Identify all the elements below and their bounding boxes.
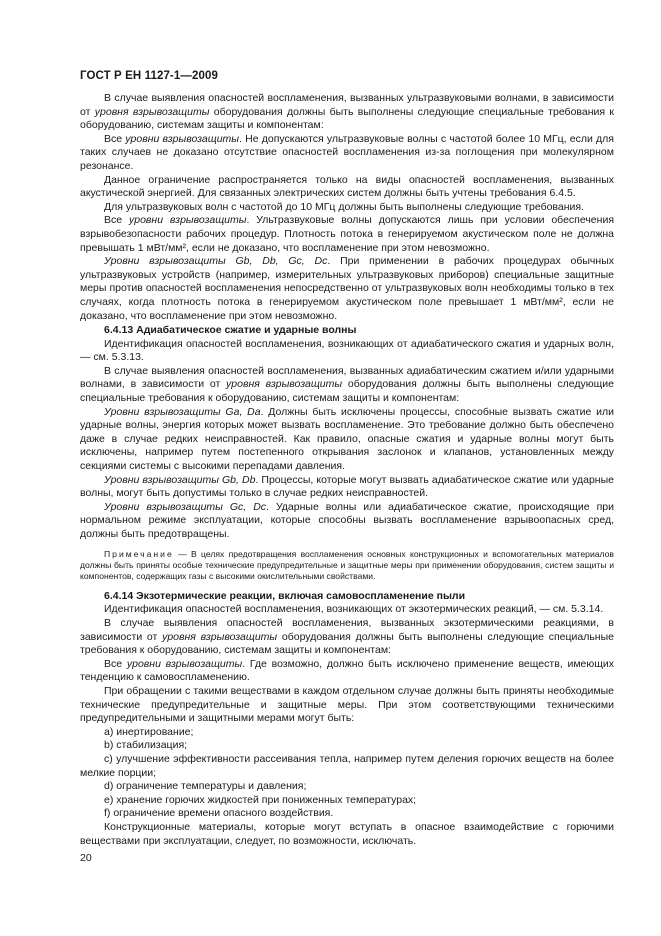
paragraph: [80, 92, 614, 133]
paragraph: [80, 753, 614, 780]
text-run: Данное ограничение распространяется только на виды опасностей воспламенения, вызванных акустической энергией. Для связанных электрических систем должны быть учтены требования 6.4.5.: [80, 173, 614, 200]
text-run: — В целях предотвращения воспламенения основных конструкционных и вспомогательных материалов должны быть приняты особые технические предупредительные и защитные меры при применении оборудования, систем защиты и компонентов, содержащих газы с высокими окислительными свойствами.: [80, 548, 614, 582]
text-run: При обращении с такими веществами в каждом отдельном случае должны быть приняты необходимые технические предупредительные и защитные меры. При этом соответствующими техническими предупредительными и защитными мерами могут быть:: [80, 684, 614, 725]
document-body: [80, 92, 614, 848]
text-run: f) ограничение времени опасного воздействия.: [104, 807, 334, 820]
text-run: . При применении в рабочих процедурах обычных ультразвуковых устройств (например, измерительных ультразвуковых приборов) специальные защитные меры против опасностей воспламенения непосредственно от ультразвуковых волн необходимы только в тех случаях, когда плотность потока в генерируемом акустическом поле превышает 1 мВт/мм², если не доказано, что воспламенение при этом невозможно.: [80, 255, 614, 322]
paragraph: [80, 365, 614, 406]
text-run: В случае выявления опасностей воспламенения, вызванных ультразвуковыми волнами, в зависимости от: [80, 92, 614, 118]
text-run: . Ультразвуковые волны допускаются лишь при условии обеспечения взрывобезопасности рабочих процедур. Плотность потока в генерируемом акустическом поле не должна превышать 1 мВт/мм², если не доказано, что воспламенение при этом невозможно.: [80, 214, 615, 254]
paragraph: [80, 338, 614, 365]
paragraph: [80, 201, 614, 215]
text-run: . Не допускаются ультразвуковые волны с частотой более 10 МГц, если для таких случаев не доказано отсутствие опасностей воспламенения из-за поглощения при молекулярном резонансе.: [80, 132, 614, 172]
text-run: b) стабилизация;: [104, 739, 188, 752]
paragraph: [80, 174, 614, 201]
paragraph: [80, 255, 614, 323]
text-run: оборудования должны быть выполнены следующие специальные требования к оборудованию, системам защиты и компонентам:: [80, 630, 614, 657]
page-number: 20: [80, 852, 92, 864]
text-run: a) инертирование;: [104, 725, 194, 738]
text-run: . Процессы, которые могут вызвать адиабатическое сжатие или ударные волны, могут быть допустимы только в случае редких неисправностей.: [80, 473, 614, 500]
italic-term: уровня взрывозащиты: [94, 105, 210, 118]
list-item: [80, 807, 614, 821]
text-run: Все: [104, 214, 129, 227]
italic-term: уровни взрывозащиты: [126, 657, 243, 670]
paragraph: [80, 214, 614, 255]
paragraph: [80, 474, 614, 501]
italic-term: уровня взрывозащиты: [162, 630, 278, 643]
page-header-title: ГОСТ Р ЕН 1127-1—2009: [80, 70, 218, 82]
section-heading: [80, 324, 614, 338]
text-run: Все: [104, 132, 126, 145]
text-run: В случае выявления опасностей воспламенения, вызванных экзотермическими реакциями, в зависимости от: [80, 617, 614, 643]
italic-term: Уровни взрывозащиты Gc, Dc: [104, 500, 267, 513]
italic-term: Уровни взрывозащиты Ga, Da: [104, 405, 261, 418]
text-run: . Где возможно, должно быть исключено применение веществ, имеющих тенденцию к самовоспламенению.: [80, 657, 615, 684]
text-run: Все: [104, 657, 127, 670]
paragraph: [80, 617, 614, 658]
text-run: оборудования должны быть выполнены следующие специальные требования к оборудованию, системам защиты и компонентам:: [80, 105, 614, 132]
list-item: [80, 794, 614, 808]
text-run: В случае выявления опасностей воспламенения, вызванных адиабатическим сжатием и/или ударными волнами, в зависимости от: [80, 364, 614, 391]
text-run: . Ударные волны или адиабатическое сжатие, происходящие при нормальном режиме эксплуатации, которые способны вызвать воспламенение взрывоопасных сред, должны быть предотвращены.: [80, 500, 614, 540]
text-run: e) хранение горючих жидкостей при пониженных температурах;: [104, 793, 417, 806]
text-run: Идентификация опасностей воспламенения, возникающих от адиабатического сжатия и ударных волн, — см. 5.3.13.: [80, 337, 614, 364]
italic-term: Уровни взрывозащиты Gb, Db, Gc, Dc: [104, 255, 328, 268]
text-run: оборудования должны быть выполнены следующие специальные требования к оборудованию, системам защиты и компонентам:: [80, 378, 615, 405]
list-item: [80, 726, 614, 740]
text-run: 6.4.14 Экзотермические реакции, включая самовоспламенение пыли: [104, 589, 466, 602]
note-paragraph: [80, 549, 614, 583]
list-item: [80, 780, 614, 794]
text-run: c) улучшение эффективности рассеивания тепла, например путем деления горючих веществ на более мелкие порции;: [80, 752, 614, 779]
list-item: [80, 739, 614, 753]
italic-term: уровни взрывозащиты: [129, 214, 247, 227]
text-run: 6.4.13 Адиабатическое сжатие и ударные волны: [104, 324, 357, 337]
italic-term: Уровни взрывозащиты Gb, Db: [104, 473, 256, 486]
paragraph: [80, 406, 614, 474]
text-run: Идентификация опасностей воспламенения, возникающих от экзотермических реакций, — см. 5.3.14.: [104, 603, 604, 616]
text-run: . Должны быть исключены процессы, способные вызвать сжатие или ударные волны, энергия которых может вызвать воспламенение. Это требование должно быть обеспечено даже в случае редких неисправностей. Как правило, опасные сжатия и ударные волны могут быть исключены, например путем постепенного открывания заслонок и клапанов, установленных между секциями системы с высокими перепадами давления.: [80, 405, 614, 473]
text-run: Конструкционные материалы, которые могут вступать в опасное взаимодействие с горючими веществами при эксплуатации, следует, по возможности, исключать.: [80, 820, 614, 847]
paragraph: [80, 658, 614, 685]
section-heading: [80, 590, 614, 604]
paragraph: [80, 821, 614, 848]
text-run: Примечание: [104, 548, 174, 559]
paragraph: [80, 501, 614, 542]
paragraph: [80, 603, 614, 617]
italic-term: уровни взрывозащиты: [125, 132, 240, 145]
text-run: d) ограничение температуры и давления;: [104, 780, 307, 793]
paragraph: [80, 685, 614, 726]
paragraph: [80, 133, 614, 174]
text-run: Для ультразвуковых волн с частотой до 10 МГц должны быть выполнены следующие требования.: [104, 200, 585, 213]
italic-term: уровня взрывозащиты: [226, 378, 343, 391]
